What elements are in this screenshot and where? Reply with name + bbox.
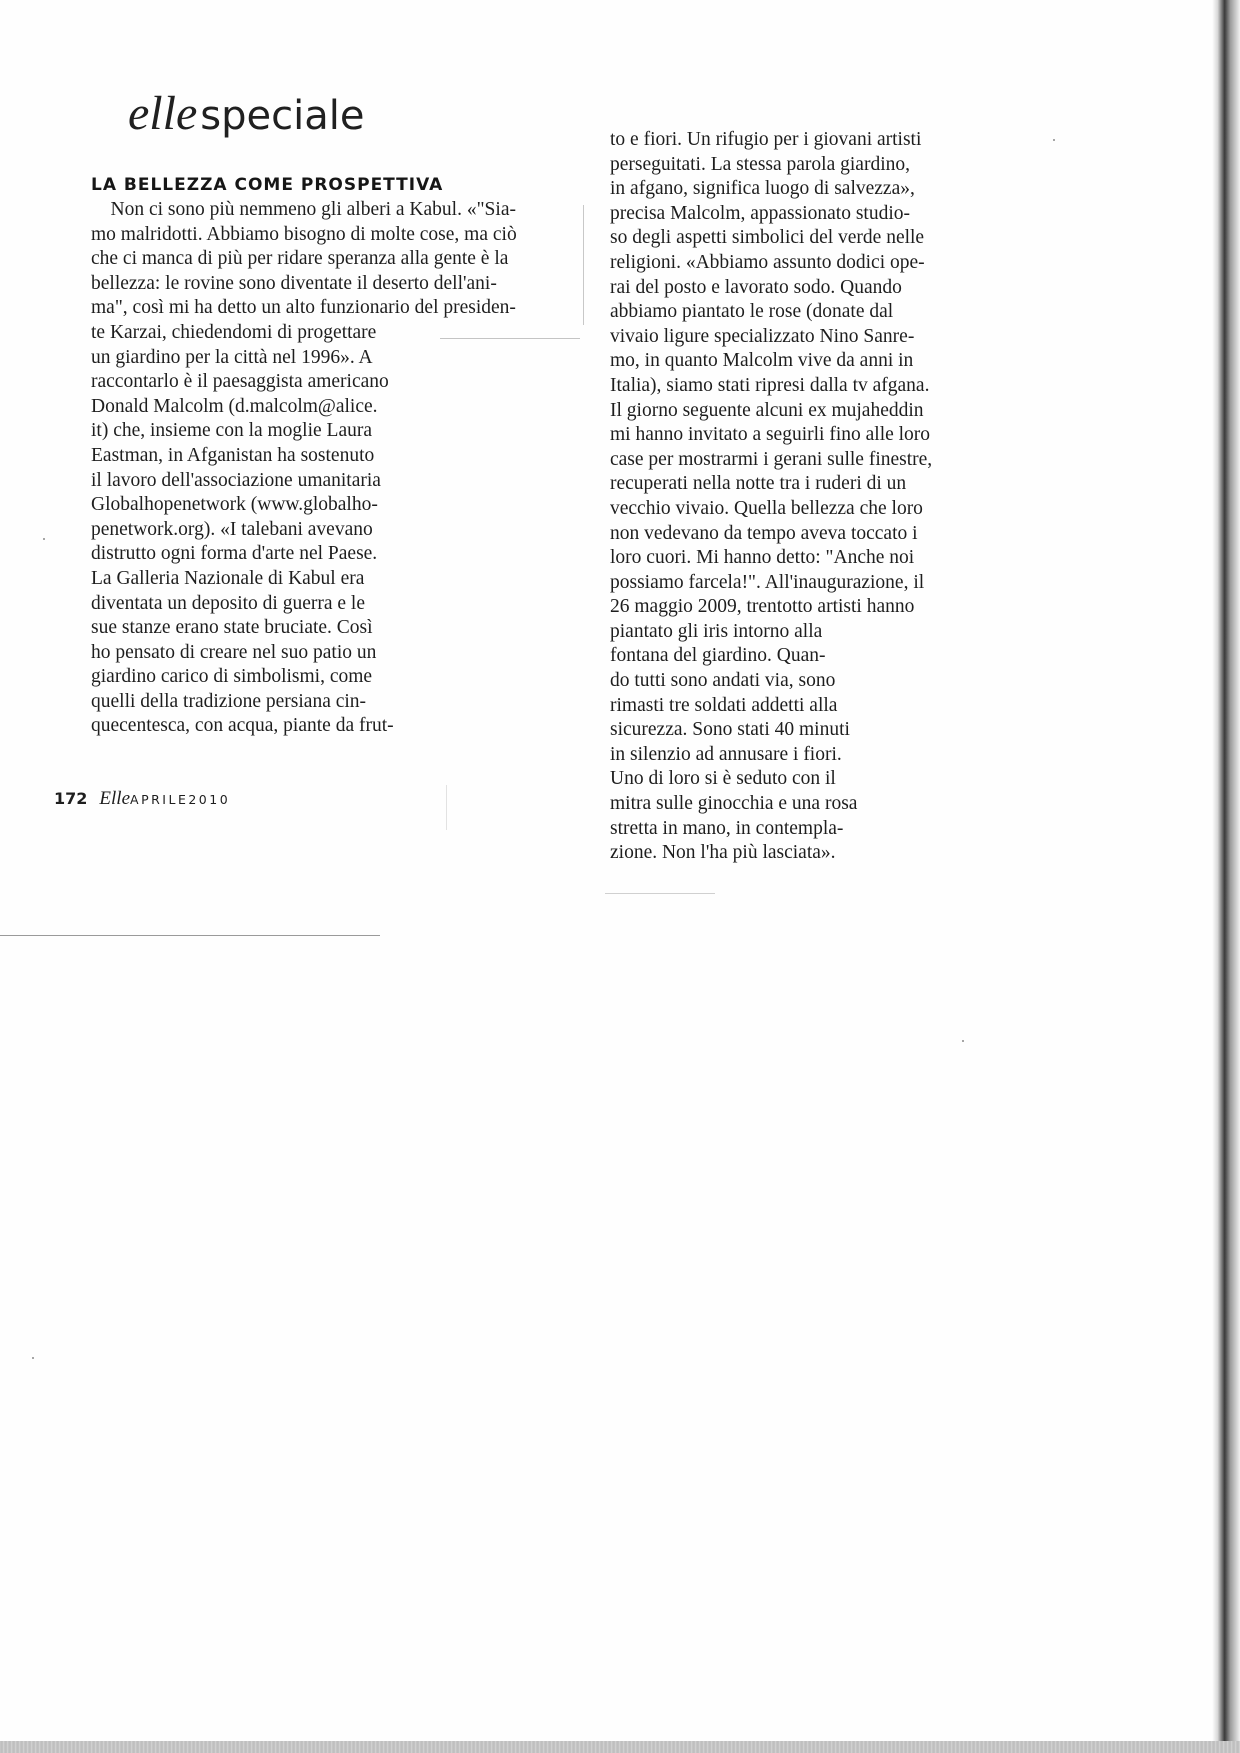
scan-speck: [32, 1357, 34, 1359]
text-line: quelli della tradizione persiana cin-: [91, 690, 367, 712]
text-line: il lavoro dell'associazione umanitaria: [91, 469, 381, 491]
text-line: mi hanno invitato a seguirli fino alle loro: [610, 424, 931, 446]
text-line: abbiamo piantato le rose (donate dal: [610, 301, 894, 323]
scan-speck: [1053, 139, 1055, 141]
page-binding-edge: [1212, 0, 1240, 1753]
text-line: Globalhopenetwork (www.globalho-: [91, 494, 378, 516]
scan-rule: [0, 935, 380, 936]
text-line: raccontarlo è il paesaggista americano: [91, 371, 389, 393]
scan-speck: [43, 538, 45, 540]
header-section-name: speciale: [200, 93, 365, 139]
text-line: bellezza: le rovine sono diventate il deserto dell'ani-: [91, 272, 497, 294]
text-line: zione. Non l'ha più lasciata».: [610, 842, 836, 864]
text-line: mitra sulle ginocchia e una rosa: [610, 793, 858, 815]
text-line: te Karzai, chiedendomi di progettare: [91, 321, 377, 343]
text-line: Donald Malcolm (d.malcolm@alice.: [91, 395, 378, 417]
text-line: possiamo farcela!". All'inaugurazione, il: [610, 571, 925, 593]
footer-issue-date: APRILE2010: [130, 792, 231, 807]
text-line: rimasti tre soldati addetti alla: [610, 694, 838, 716]
text-line: quecentesca, con acqua, piante da frut-: [91, 715, 394, 737]
text-line: ho pensato di creare nel suo patio un: [91, 641, 377, 663]
text-line: 26 maggio 2009, trentotto artisti hanno: [610, 596, 915, 618]
scan-speck: [962, 1040, 964, 1042]
text-line: La Galleria Nazionale di Kabul era: [91, 567, 365, 589]
text-line: rai del posto e lavorato sodo. Quando: [610, 276, 902, 298]
text-line: it) che, insieme con la moglie Laura: [91, 420, 373, 442]
text-line: Uno di loro si è seduto con il: [610, 768, 836, 790]
article-left-column: [91, 198, 571, 739]
scan-rule: [605, 893, 715, 894]
scan-rule: [583, 205, 584, 325]
header-brand-logo: elle: [128, 87, 198, 140]
footer-brand-logo: Elle: [99, 788, 131, 809]
text-line: vivaio ligure specializzato Nino Sanre-: [610, 325, 915, 347]
text-line: do tutti sono andati via, sono: [610, 670, 836, 692]
text-line: Eastman, in Afganistan ha sostenuto: [91, 444, 375, 466]
text-line: sicurezza. Sono stati 40 minuti: [610, 719, 850, 741]
text-line: fontana del giardino. Quan-: [610, 645, 826, 667]
text-line: giardino carico di simbolismi, come: [91, 666, 373, 688]
text-line: precisa Malcolm, appassionato studio-: [610, 202, 911, 224]
text-line: stretta in mano, in contempla-: [610, 817, 844, 839]
text-line: perseguitati. La stessa parola giardino,: [610, 153, 910, 175]
text-line: Italia), siamo stati ripresi dalla tv afgana.: [610, 374, 930, 396]
page-footer: [54, 788, 230, 810]
text-line: non vedevano da tempo aveva toccato i: [610, 522, 918, 544]
scan-rule: [446, 785, 447, 830]
text-line: recuperati nella notte tra i ruderi di un: [610, 473, 907, 495]
text-line: un giardino per la città nel 1996». A: [91, 346, 373, 368]
text-line: Non ci sono più nemmeno gli alberi a Kabul. «"Sia-: [91, 199, 516, 220]
text-line: in silenzio ad annusare i fiori.: [610, 743, 842, 765]
text-line: loro cuori. Mi hanno detto: "Anche noi: [610, 547, 915, 569]
text-line: mo malridotti. Abbiamo bisogno di molte cose, ma ciò: [91, 223, 517, 245]
page-bottom-edge: [0, 1741, 1240, 1753]
article-right-column: [610, 128, 980, 866]
text-line: distrutto ogni forma d'arte nel Paese.: [91, 543, 378, 565]
text-line: so degli aspetti simbolici del verde nelle: [610, 227, 925, 249]
text-line: ma", così mi ha detto un alto funzionario del presiden-: [91, 297, 516, 319]
text-line: che ci manca di più per ridare speranza alla gente è la: [91, 248, 509, 270]
page-number: 172: [54, 789, 88, 808]
text-line: diventata un deposito di guerra e le: [91, 592, 365, 614]
text-line: to e fiori. Un rifugio per i giovani artisti: [610, 129, 922, 150]
text-line: piantato gli iris intorno alla: [610, 620, 823, 642]
text-line: in afgano, significa luogo di salvezza»,: [610, 178, 915, 200]
text-line: penetwork.org). «I talebani avevano: [91, 518, 373, 540]
text-line: sue stanze erano state bruciate. Così: [91, 617, 373, 639]
article-title: LA BELLEZZA COME PROSPETTIVA: [91, 175, 444, 195]
text-line: case per mostrarmi i gerani sulle finestre,: [610, 448, 933, 470]
text-line: Il giorno seguente alcuni ex mujaheddin: [610, 399, 924, 421]
text-line: mo, in quanto Malcolm vive da anni in: [610, 350, 914, 372]
page-header: [128, 86, 364, 141]
scan-rule: [440, 338, 580, 339]
text-line: religioni. «Abbiamo assunto dodici ope-: [610, 251, 925, 273]
text-line: vecchio vivaio. Quella bellezza che loro: [610, 497, 923, 519]
